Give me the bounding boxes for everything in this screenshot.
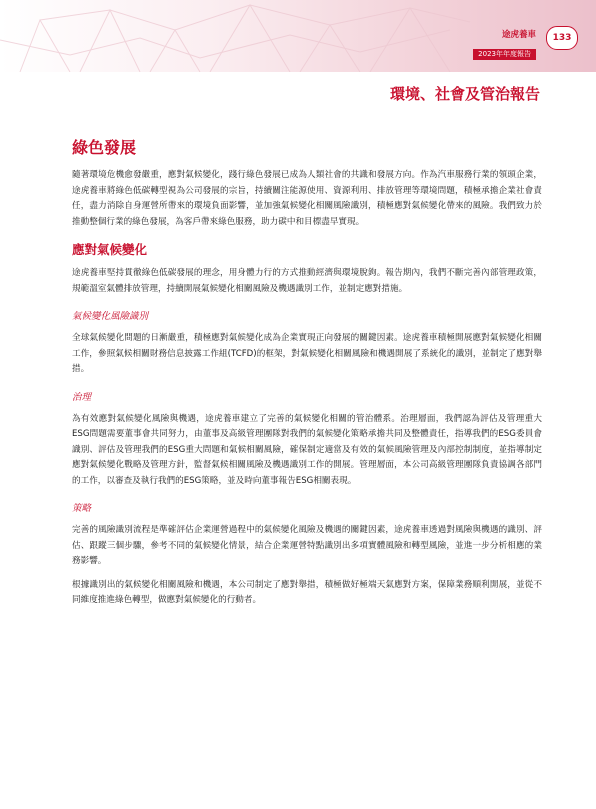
paragraph-intro: 隨著環境危機愈發嚴重，應對氣候變化，踐行綠色發展已成為人類社會的共識和發展方向。作為汽車服務行業的領頭企業，途虎養車將綠色低碳轉型視為公司發展的宗旨，持續關注能源使用、資源利用、排放管理等環境問題，積極承擔企業社會責任，盡力消除自身運營所帶來的環境負面影響，並加強氣候變化相關風險識別，積極應對氣候變化帶來的風險。我們致力於推動整個行業的綠色發展，為客戶帶來綠色服務，助力碳中和目標盡早實現。 [72,170,542,227]
heading-climate-risk-identification: 氣候變化風險識別 [72,311,149,322]
paragraph-climate-response: 途虎養車堅持貫徹綠色低碳發展的理念，用身體力行的方式推動經濟與環境脫鉤。報告期內，我們不斷完善內部管理政策，規範溫室氣體排放管理，持續開展氣候變化相關風險及機遇識別工作，並制定應對措施。 [72,268,542,294]
heading-governance: 治理 [72,391,92,403]
paragraph-strategy-1: 完善的風險識別流程是準確評估企業運營過程中的氣候變化風險及機遇的關鍵因素，途虎養車透過對風險與機遇的識別、評估、跟蹤三個步驟，參考不同的氣候變化情景，結合企業運營特點識別出多項實體風險和轉型風險，並進一步分析相應的業務影響。 [72,525,542,566]
header-logo-block [473,30,536,60]
paragraph-climate-risk: 全球氣候變化問題的日漸嚴重，積極應對氣候變化成為企業實現正向發展的關鍵因素。途虎養車積極開展應對氣候變化相關工作，參照氣候相關財務信息披露工作組(TCFD)的框架，對氣候變化相關風險和機遇開展了系統化的識別，並制定了應對舉措。 [72,333,542,374]
heading-green-development: 綠色發展 [72,138,137,157]
heading-strategy: 策略 [72,503,92,514]
report-year-badge: 2023年年度報告 [473,49,536,60]
paragraph-strategy-2: 根據識別出的氣候變化相關風險和機遇，本公司制定了應對舉措，積極做好極端天氣應對方案，保障業務順利開展，並從不同維度推進綠色轉型，做應對氣候變化的行動者。 [72,579,542,605]
main-content [72,138,542,617]
company-name: 途虎養車 [501,30,536,40]
section-title: 環境、社會及管治報告 [389,85,540,103]
paragraph-governance: 為有效應對氣候變化風險與機遇，途虎養車建立了完善的氣候變化相關的管治體系。治理層面，我們認為評估及管理重大ESG問題需要董事會共同努力，由董事及高級管理團隊對我們的氣候變化策略承擔共同及整體責任，指導我們的ESG委員會識別、評估及管理我們的ESG重大問題和氣候相關風險，確保制定適當及有效的氣候風險管理及內部控制制度，並指導制定應對氣候變化戰略及管理方針，監督氣候相關風險及機遇識別工作的開展。管理層面，本公司高級管理團隊負責協調各部門的工作，以審查及執行我們的ESG策略，並及時向董事報告ESG相關表現。 [72,413,542,486]
heading-climate-response: 應對氣候變化 [72,242,148,257]
page-number: 133 [546,26,578,50]
